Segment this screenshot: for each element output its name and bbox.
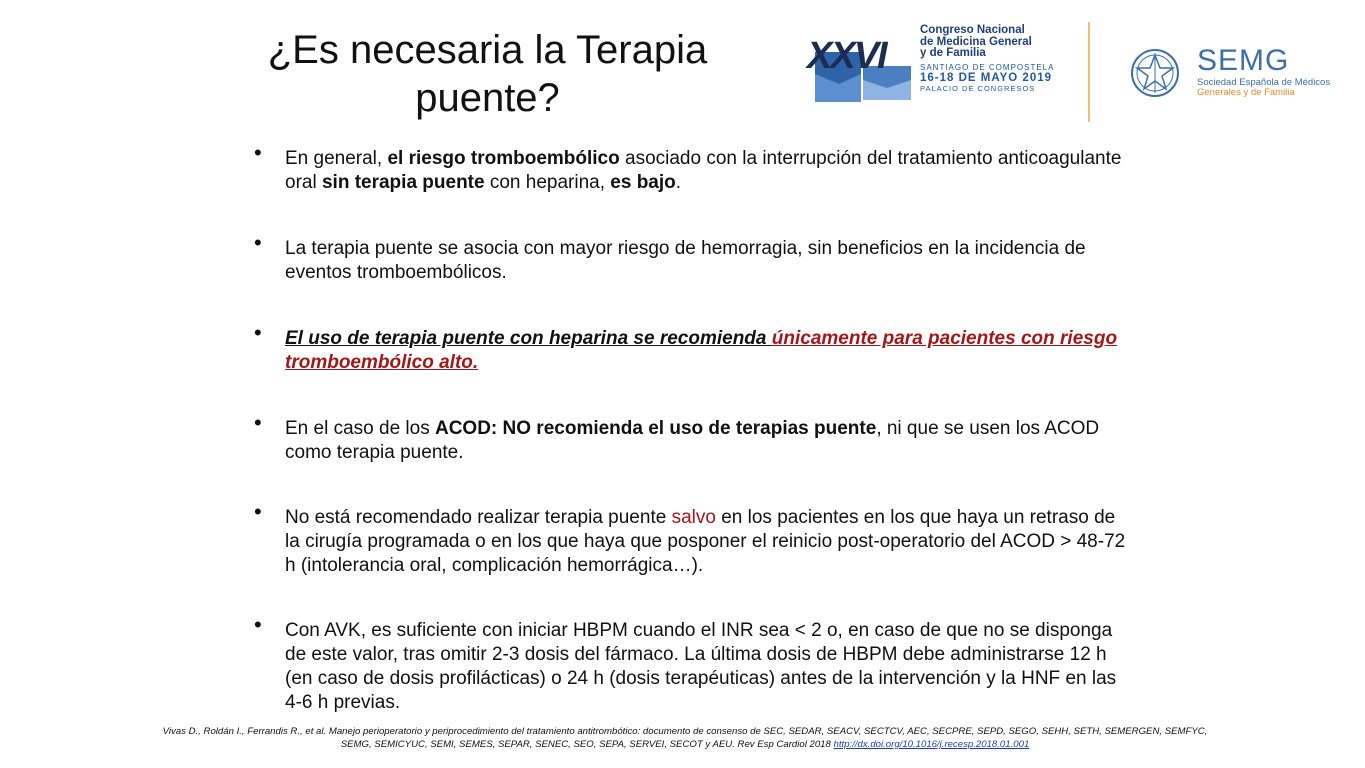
semg-logo [1125, 44, 1331, 105]
semg-subtitle-2: Generales y de Familia [1197, 87, 1295, 98]
bullet-item [250, 612, 1130, 715]
congress-roman: XXVI [807, 35, 886, 77]
reference-text: Vivas D., Roldán I., Ferrandis R., et al. Manejo perioperatorio y periprocedimiento del tratamiento antitrombótico: documento de consenso de SEC, SEDAR, SEACV, SECTCV, AEC, SECPRE, SEPD, SEGO, SEHH, SETH, SEMERGEN, SEMFYC, SEMG, SEMICYUC, SEMI, SEMES, SEPAR, SENEC, SEO, SEPA, SERVEI, SECOT y AEU. Rev Esp Cardiol 2018 [162, 726, 1208, 750]
bullet-segment: El uso de terapia puente con heparina se recomienda [285, 328, 772, 349]
congress-venue: PALACIO DE CONGRESOS [920, 83, 1036, 93]
bullet-item [250, 320, 1130, 375]
bullet-text [285, 327, 1130, 375]
bullet-item [250, 410, 1130, 465]
bullet-segment: ACOD: NO recomienda el uso de terapias puente [434, 418, 877, 439]
bullet-segment: el riesgo tromboembólico [387, 148, 620, 169]
congress-city: SANTIAGO DE COMPOSTELA [920, 62, 1055, 72]
bullet-dot: • [254, 140, 262, 165]
congress-line-1: Congreso Nacional [920, 24, 1025, 36]
bullet-item [250, 499, 1130, 578]
congress-text [920, 25, 1054, 93]
bullet-text [285, 237, 1130, 285]
bullet-segment: únicamente para pacientes con riesgo tromboembólico alto. [285, 328, 1118, 373]
bullet-segment: sin terapia puente [321, 172, 485, 193]
bullet-item [250, 230, 1130, 285]
congress-dates: 16-18 DE MAYO 2019 [920, 71, 1053, 84]
bullet-segment: asociado con la interrupción del tratamiento anticoagulante oral [285, 148, 1122, 193]
bullet-segment: salvo [671, 507, 716, 528]
title-line-1: ¿Es necesaria la Terapia [267, 28, 708, 72]
congress-line-3: y de Familia [920, 47, 986, 59]
bullet-text [285, 147, 1130, 195]
semg-subtitle-1: Sociedad Española de Médicos [1197, 77, 1331, 88]
logo-divider [1088, 22, 1090, 122]
bullet-dot: • [254, 499, 262, 524]
reference-doi-link[interactable]: http://dx.doi.org/10.1016/j.recesp.2018.01.001 [833, 739, 1030, 750]
bullet-segment: es bajo [610, 172, 676, 193]
bullet-segment: con heparina, [484, 172, 611, 193]
bullet-item [250, 140, 1130, 195]
bullet-text [285, 619, 1130, 715]
slide-title [210, 26, 765, 122]
semg-name: SEMG [1197, 44, 1290, 77]
bullet-segment: Con AVK, es suficiente con iniciar HBPM cuando el INR sea < 2 o, en caso de que no se disponga de este valor, tras omitir 2-3 dosis del fármaco. La última dosis de HBPM debe administrarse 12 h (en caso de dosis profilácticas) o 24 h (dosis terapéuticas) antes de la intervención y la HNF en las 4-6 h previas. [285, 620, 1117, 713]
semg-emblem-icon [1125, 47, 1187, 99]
congress-logo [805, 22, 1065, 106]
reference-citation [150, 725, 1220, 751]
bullet-dot: • [254, 230, 262, 255]
bullet-dot: • [254, 320, 262, 345]
bullet-text [285, 417, 1130, 465]
bullet-dot: • [254, 612, 262, 637]
bullet-dot: • [254, 410, 262, 435]
bullet-segment: en los pacientes en los que haya un retraso de la cirugía programada o en los que haya que posponer el reinicio post-operatorio del ACOD > 48-72 h (intolerancia oral, complicación hemorrágica…). [285, 507, 1126, 576]
bullet-segment: La terapia puente se asocia con mayor riesgo de hemorragia, sin beneficios en la incidencia de eventos tromboembólicos. [285, 238, 1086, 283]
title-line-2: puente? [415, 76, 560, 120]
bullet-segment: En el caso de los [285, 418, 435, 439]
congress-line-2: de Medicina General [920, 35, 1032, 48]
bullet-segment: No está recomendado realizar terapia puente [285, 507, 672, 528]
bullet-segment: , ni que se usen los ACOD como terapia puente. [285, 418, 1100, 463]
bullet-segment: . [675, 172, 682, 193]
bullet-segment: En general, [285, 148, 388, 169]
bullet-text [285, 506, 1130, 578]
